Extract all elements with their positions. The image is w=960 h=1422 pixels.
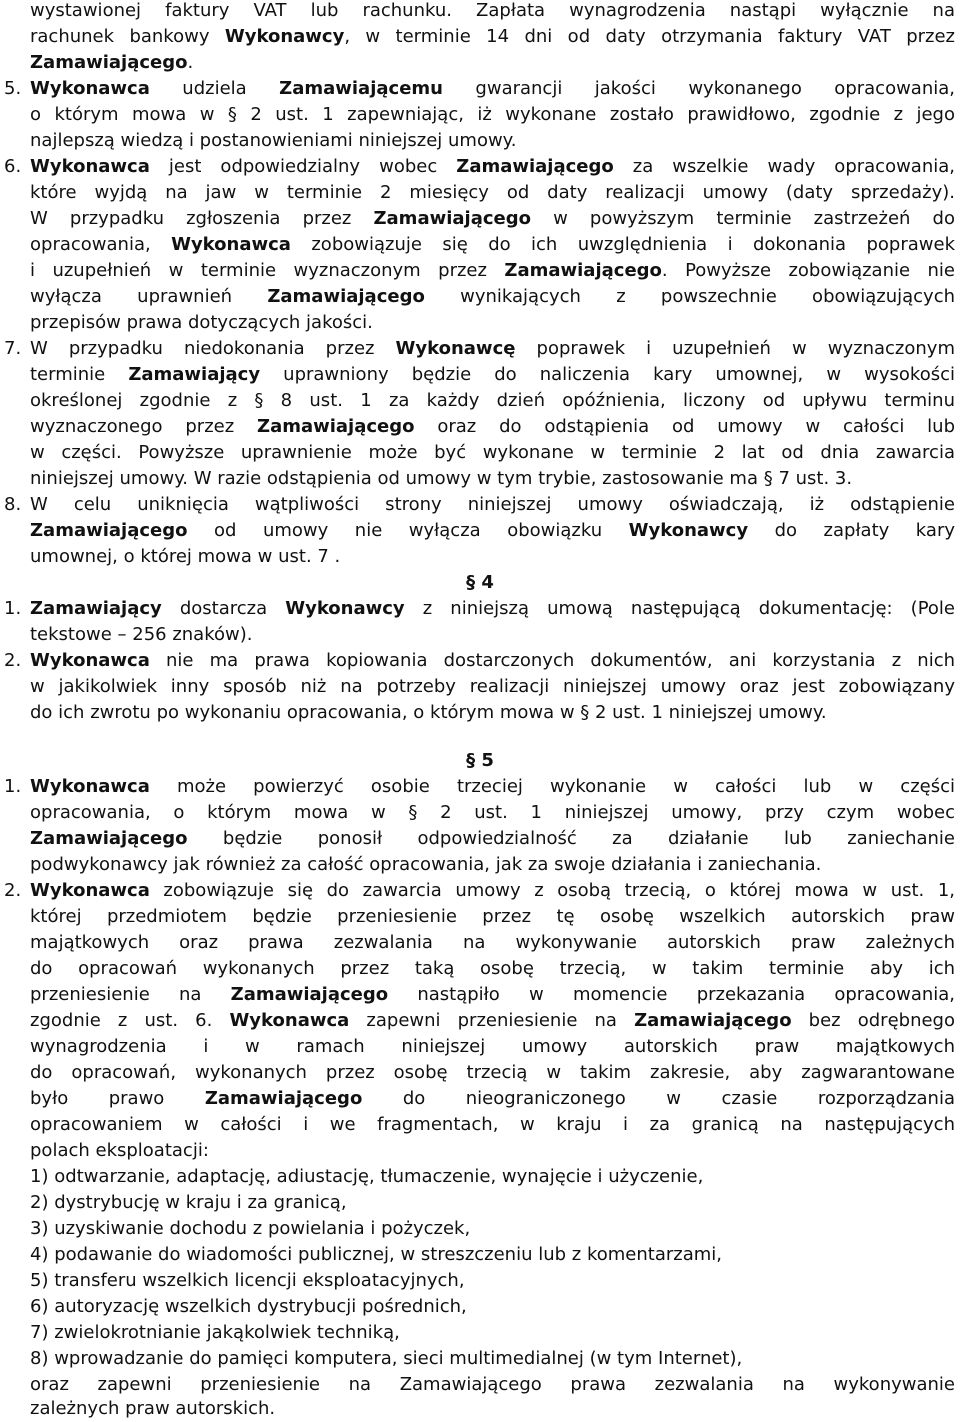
section-5-point-1: 1. Wykonawca może powierzyć osobie trzeciej wykonanie w całości lub w części (4, 776, 955, 797)
text-line: terminie Zamawiający uprawniony będzie do naliczenia kary umownej, w wysokości (30, 364, 955, 385)
text-line: W przypadku zgłoszenia przez Zamawiającego w powyższym terminie zastrzeżeń do (30, 208, 955, 229)
text-line: rachunek bankowy Wykonawcy, w terminie 14 dni od daty otrzymania faktury VAT przez (30, 26, 955, 47)
list-item: 1) odtwarzanie, adaptację, adiustację, tłumaczenie, wynajęcie i użyczenie, (30, 1166, 704, 1187)
text-line: zależnych praw autorskich. (30, 1398, 276, 1419)
text-line: opracowania, o którym mowa w § 2 ust. 1 niniejszej umowy, przy czym wobec (30, 802, 955, 823)
text-line: przeniesienie na Zamawiającego nastąpiło w momencie przekazania opracowania, (30, 984, 956, 1005)
text-line: umownej, o której mowa w ust. 7 . (30, 546, 341, 567)
text-line: w części. Powyższe uprawnienie może być wykonane w terminie 2 lat od dnia zawarcia (30, 442, 955, 463)
text-line: najlepszą wiedzą i postanowieniami niniejszej umowy. (30, 130, 517, 151)
text-line: i uzupełnień w terminie wyznaczonym przez Zamawiającego. Powyższe zobowiązanie nie (30, 260, 956, 281)
list-item: 5) transferu wszelkich licencji eksploatacyjnych, (30, 1270, 465, 1291)
text-line: określonej zgodnie z § 8 ust. 1 za każdy dzień opóźnienia, liczony od upływu terminu (30, 390, 955, 411)
section-4-point-2: 2. Wykonawca nie ma prawa kopiowania dostarczonych dokumentów, ani korzystania z nich (4, 650, 955, 671)
list-item: 8) wprowadzanie do pamięci komputera, sieci multimedialnej (w tym Internet), (30, 1348, 743, 1369)
text-line: Zamawiającego będzie ponosił odpowiedzialność za działanie lub zaniechanie (30, 828, 955, 849)
text-line: wyłącza uprawnień Zamawiającego wynikających z powszechnie obowiązujących (30, 286, 956, 307)
text-line: Zamawiającego. (30, 52, 194, 73)
text-line: opracowaniem w całości i we fragmentach, w kraju i za granicą na następujących (30, 1114, 955, 1135)
text-line: majątkowych oraz prawa zezwalania na wykonywanie autorskich praw zależnych (30, 932, 955, 953)
text-line: do ich zwrotu po wykonaniu opracowania, o którym mowa w § 2 ust. 1 niniejszej umowy. (30, 702, 827, 723)
section-heading-4: § 4 (466, 572, 494, 593)
text-line: wyznaczonego przez Zamawiającego oraz do odstąpienia od umowy w całości lub (30, 416, 956, 437)
list-item: 2) dystrybucję w kraju i za granicą, (30, 1192, 347, 1213)
text-line: do opracowań wykonanych przez taką osobę trzecią, w takim terminie aby ich (30, 958, 955, 979)
list-item: 3) uzyskiwanie dochodu z powielania i pożyczek, (30, 1218, 471, 1239)
text-line: wynagrodzenia i w ramach niniejszej umowy autorskich praw majątkowych (30, 1036, 955, 1057)
paragraph-8: 8. W celu uniknięcia wątpliwości strony niniejszej umowy oświadczają, iż odstąpienie (4, 494, 955, 515)
list-item: 6) autoryzację wszelkich dystrybucji pośrednich, (30, 1296, 467, 1317)
text-line: przepisów prawa dotyczących jakości. (30, 312, 373, 333)
text-line: której przedmiotem będzie przeniesienie przez tę osobę wszelkich autorskich praw (30, 906, 955, 927)
text-line: w jakikolwiek inny sposób niż na potrzeby realizacji niniejszej umowy oraz jest zobowiązany (30, 676, 955, 697)
text-line: do opracowań, wykonanych przez osobę trzecią w takim zakresie, aby zagwarantowane (30, 1062, 955, 1083)
text-line: wystawionej faktury VAT lub rachunku. Zapłata wynagrodzenia nastąpi wyłącznie na (30, 0, 955, 21)
section-5-point-2: 2. Wykonawca zobowiązuje się do zawarcia umowy z osobą trzecią, o której mowa w ust. 1, (4, 880, 955, 901)
list-item: 7) zwielokrotnianie jakąkolwiek techniką, (30, 1322, 400, 1343)
text-line: oraz zapewni przeniesienie na Zamawiającego prawa zezwalania na wykonywanie (30, 1374, 955, 1395)
text-line: było prawo Zamawiającego do nieograniczonego w czasie rozporządzania (30, 1088, 955, 1109)
text-line: o którym mowa w § 2 ust. 1 zapewniając, iż wykonane zostało prawidłowo, zgodnie z jego (30, 104, 955, 125)
section-heading-5: § 5 (466, 750, 494, 771)
section-4-point-1: 1. Zamawiający dostarcza Wykonawcy z niniejszą umową następującą dokumentację: (Pole (4, 598, 956, 619)
paragraph-5: 5. Wykonawca udziela Zamawiającemu gwarancji jakości wykonanego opracowania, (4, 78, 955, 99)
text-line: które wyjdą na jaw w terminie 2 miesięcy od daty realizacji umowy (daty sprzedaży). (30, 182, 955, 203)
paragraph-6: 6. Wykonawca jest odpowiedzialny wobec Zamawiającego za wszelkie wady opracowania, (4, 156, 956, 177)
paragraph-7: 7. W przypadku niedokonania przez Wykonawcę poprawek i uzupełnień w wyznaczonym (4, 338, 955, 359)
text-line: tekstowe – 256 znaków). (30, 624, 253, 645)
text-line: Zamawiającego od umowy nie wyłącza obowiązku Wykonawcy do zapłaty kary (30, 520, 955, 541)
text-line: podwykonawcy jak również za całość opracowania, jak za swoje działania i zaniechania. (30, 854, 822, 875)
text-line: zgodnie z ust. 6. Wykonawca zapewni przeniesienie na Zamawiającego bez odrębnego (30, 1010, 955, 1031)
text-line: opracowania, Wykonawca zobowiązuje się do ich uwzględnienia i dokonania poprawek (30, 234, 955, 255)
text-line: polach eksploatacji: (30, 1140, 209, 1161)
text-line: niniejszej umowy. W razie odstąpienia od umowy w tym trybie, zastosowanie ma § 7 ust. 3. (30, 468, 853, 489)
list-item: 4) podawanie do wiadomości publicznej, w streszczeniu lub z komentarzami, (30, 1244, 722, 1265)
